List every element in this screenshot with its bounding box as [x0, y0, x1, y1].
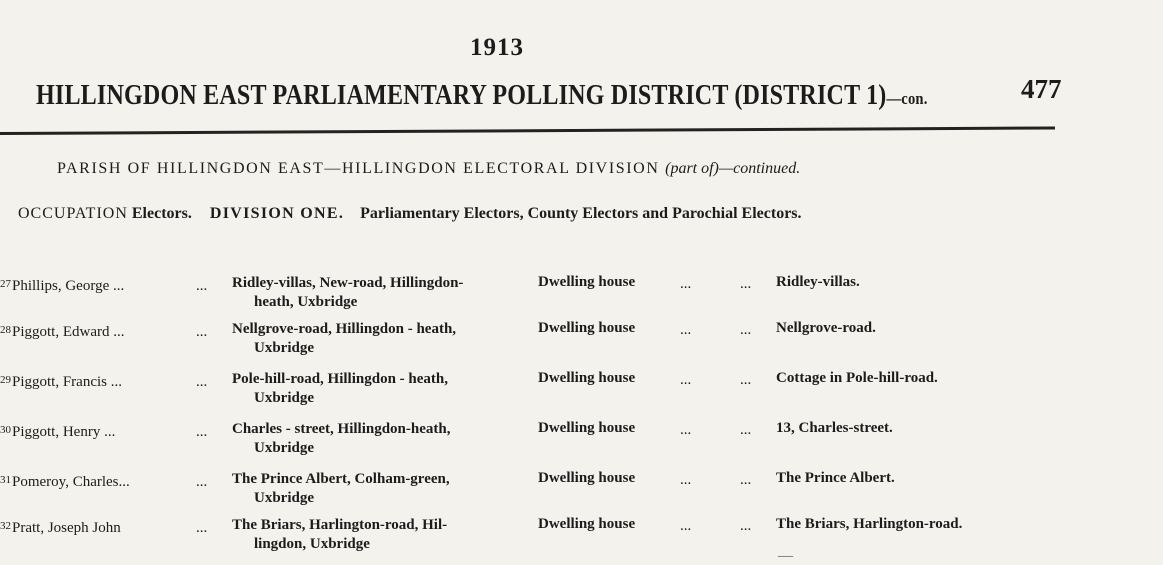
section-electors: Electors.: [131, 205, 192, 222]
address-line-1: Nellgrove-road, Hillingdon - heath,: [232, 321, 457, 337]
property-description: Nellgrove-road.: [776, 320, 876, 336]
elector-name: Phillips, George ...: [12, 278, 125, 294]
elector-name: Pratt, Joseph John: [12, 520, 121, 536]
parish-heading: [57, 160, 800, 178]
qualification: Dwelling house: [538, 516, 636, 532]
district-title-text: HILLINGDON EAST PARLIAMENTARY POLLING DISTRICT (DISTRICT 1): [36, 80, 887, 111]
address-line-1: Pole-hill-road, Hillingdon - heath,: [232, 371, 448, 387]
section-heading: [18, 205, 802, 223]
parish-continued: —continued.: [718, 160, 801, 177]
property-description: The Prince Albert.: [776, 470, 895, 486]
elector-name: Piggott, Francis ...: [12, 374, 123, 390]
leader-dots: ...: [740, 322, 752, 338]
address-line-2: lingdon, Uxbridge: [254, 536, 370, 552]
property-description: Cottage in Pole-hill-road.: [776, 370, 938, 386]
qualification: Dwelling house: [538, 370, 636, 386]
elector-name: Pomeroy, Charles...: [12, 474, 130, 490]
leader-dots: ...: [740, 422, 752, 438]
leader-dots: ...: [740, 518, 752, 534]
elector-address: [232, 516, 532, 554]
parish-part-of: (part of): [665, 160, 719, 177]
page-number: 477: [1021, 74, 1062, 104]
address-line-2: Uxbridge: [254, 440, 314, 456]
entry-number: 29: [0, 374, 11, 386]
property-description: Ridley-villas.: [776, 274, 860, 290]
section-label: OCCUPATION: [18, 205, 128, 222]
elector-address: [232, 320, 532, 358]
entry-number: 31: [0, 474, 11, 486]
header-rule: [0, 126, 1055, 135]
leader-dots: ...: [196, 474, 208, 490]
leader-dots: ...: [740, 276, 752, 292]
leader-dots: ...: [680, 372, 692, 388]
elector-address: [232, 274, 532, 312]
address-line-2: Uxbridge: [254, 390, 314, 406]
entry-number: 27: [0, 278, 11, 290]
property-description: The Briars, Harlington-road.: [776, 516, 963, 532]
address-line-1: Charles - street, Hillingdon-heath,: [232, 421, 451, 437]
leader-dots: ...: [680, 472, 692, 488]
qualification: Dwelling house: [538, 470, 636, 486]
address-line-2: Uxbridge: [254, 340, 314, 356]
division-label: DIVISION ONE.: [209, 205, 345, 222]
leader-dots: ...: [680, 276, 692, 292]
address-line-1: Ridley-villas, New-road, Hillingdon-: [232, 275, 464, 291]
leader-dots: ...: [680, 518, 692, 534]
elector-name: Piggott, Henry ...: [12, 424, 116, 440]
elector-address: [232, 370, 532, 408]
leader-dots: ...: [680, 422, 692, 438]
address-line-1: The Briars, Harlington-road, Hil-: [232, 517, 448, 533]
leader-dots: ...: [196, 424, 208, 440]
address-line-2: Uxbridge: [254, 490, 314, 506]
leader-dots: ...: [196, 278, 208, 294]
elector-name: Piggott, Edward ...: [12, 324, 125, 340]
title-continued: —con.: [886, 89, 928, 108]
qualification: Dwelling house: [538, 274, 636, 290]
leader-dots: ...: [680, 322, 692, 338]
leader-dots: ...: [740, 472, 752, 488]
entry-number: 32: [0, 520, 11, 532]
cut-off-row-fragment: —: [778, 548, 793, 564]
qualification: Dwelling house: [538, 320, 636, 336]
qualification: Dwelling house: [538, 420, 636, 436]
entry-number: 30: [0, 424, 11, 436]
property-description: 13, Charles-street.: [776, 420, 893, 436]
leader-dots: ...: [196, 520, 208, 536]
address-line-2: heath, Uxbridge: [254, 294, 358, 310]
parish-heading-text: PARISH OF HILLINGDON EAST—HILLINGDON ELECTORAL DIVISION: [57, 160, 660, 177]
leader-dots: ...: [740, 372, 752, 388]
district-title: [36, 80, 928, 112]
year-heading: 1913: [470, 34, 524, 61]
leader-dots: ...: [196, 324, 208, 340]
entry-number: 28: [0, 324, 11, 336]
elector-address: [232, 470, 532, 508]
address-line-1: The Prince Albert, Colham-green,: [232, 471, 450, 487]
elector-kinds: Parliamentary Electors, County Electors and Parochial Electors.: [360, 205, 802, 222]
leader-dots: ...: [196, 374, 208, 390]
elector-address: [232, 420, 532, 458]
